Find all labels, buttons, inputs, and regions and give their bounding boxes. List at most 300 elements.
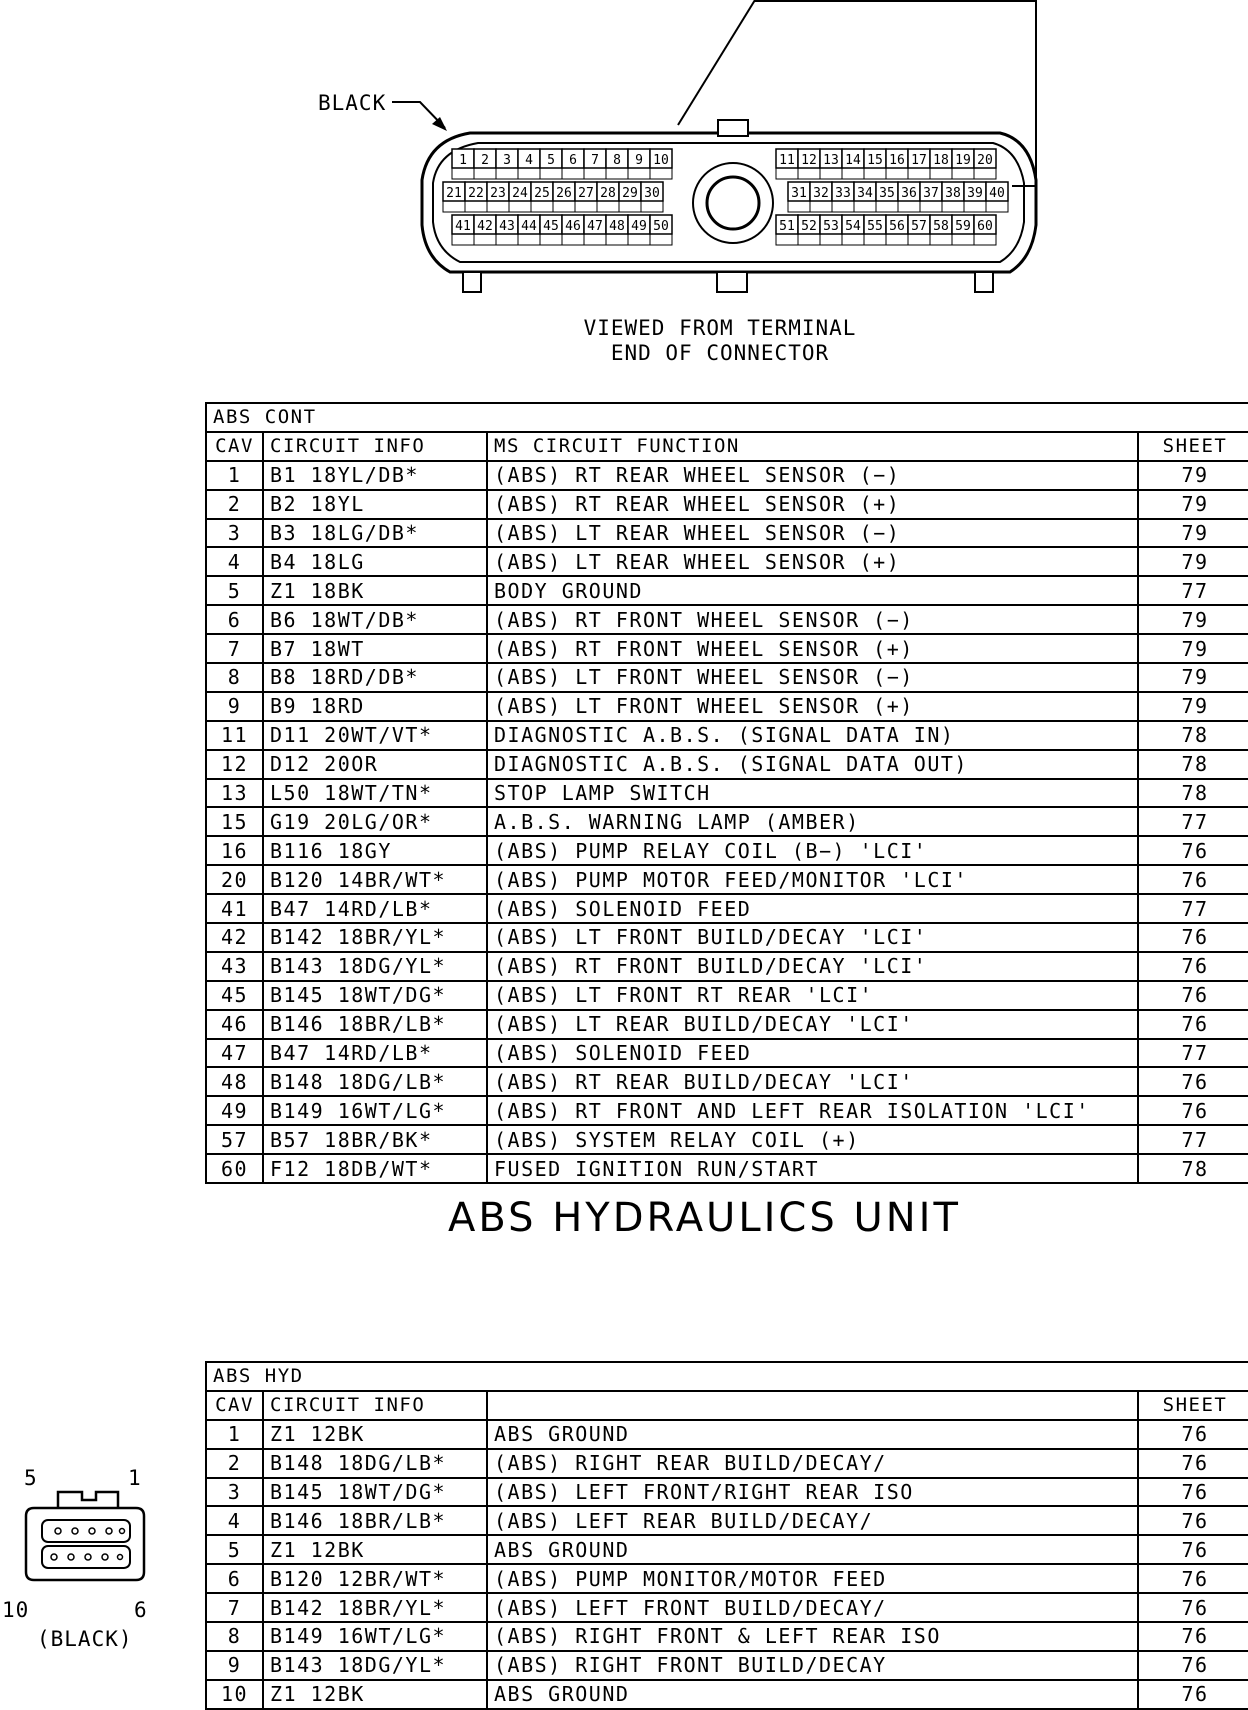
cav-cell: 11 bbox=[206, 721, 263, 750]
pin-cavity-lower bbox=[908, 168, 930, 179]
abs-hyd-pinout-table bbox=[205, 1361, 1248, 1710]
table-row bbox=[206, 1564, 1248, 1593]
connector-color-label: BLACK bbox=[318, 91, 387, 115]
function-cell: (ABS) SOLENOID FEED bbox=[487, 1039, 1138, 1068]
pin-number: 46 bbox=[565, 219, 581, 234]
pin-number: 13 bbox=[823, 153, 839, 168]
sheet-cell: 79 bbox=[1138, 634, 1248, 663]
pin-number: 14 bbox=[845, 153, 861, 168]
table-row bbox=[206, 547, 1248, 576]
pin-cavity-lower bbox=[974, 168, 996, 179]
circuit-cell: B146 18BR/LB* bbox=[263, 1010, 487, 1039]
pin-number: 8 bbox=[613, 153, 621, 168]
cav-cell: 13 bbox=[206, 779, 263, 808]
pin-cavity-lower bbox=[597, 201, 619, 212]
table-row bbox=[206, 1154, 1248, 1183]
table-row bbox=[206, 1039, 1248, 1068]
cav-cell: 1 bbox=[206, 1420, 263, 1449]
table-row bbox=[206, 894, 1248, 923]
cav-cell: 7 bbox=[206, 1593, 263, 1622]
function-cell: (ABS) LT REAR WHEEL SENSOR (+) bbox=[487, 547, 1138, 576]
cav-cell: 42 bbox=[206, 923, 263, 952]
cav-cell: 3 bbox=[206, 1478, 263, 1507]
pin-cavity-lower bbox=[606, 168, 628, 179]
pin-cavity-lower bbox=[474, 168, 496, 179]
col-header-function: MS CIRCUIT FUNCTION bbox=[487, 432, 1138, 461]
abs-hyd-connector-diagram bbox=[20, 1480, 155, 1600]
connector-key-tab bbox=[718, 120, 748, 136]
pin-cavity-lower bbox=[628, 168, 650, 179]
sheet-cell: 77 bbox=[1138, 1125, 1248, 1154]
table-row bbox=[206, 663, 1248, 692]
cav-cell: 8 bbox=[206, 1622, 263, 1651]
pin-number: 26 bbox=[556, 186, 572, 201]
latch-left bbox=[463, 272, 481, 292]
pin-number: 40 bbox=[989, 186, 1005, 201]
function-cell: (ABS) PUMP MONITOR/MOTOR FEED bbox=[487, 1564, 1138, 1593]
table-row bbox=[206, 605, 1248, 634]
pin-cavity-lower bbox=[820, 168, 842, 179]
pin-cavity-lower bbox=[810, 201, 832, 212]
pin-cavity-lower bbox=[628, 234, 650, 245]
function-cell: (ABS) RIGHT FRONT & LEFT REAR ISO bbox=[487, 1622, 1138, 1651]
col-header-cav: CAV bbox=[206, 1391, 263, 1420]
sheet-cell: 76 bbox=[1138, 1535, 1248, 1564]
pin-cavity-lower bbox=[920, 201, 942, 212]
pin-number: 5 bbox=[547, 153, 555, 168]
function-cell: (ABS) LT REAR WHEEL SENSOR (−) bbox=[487, 519, 1138, 548]
col-header-sheet: SHEET bbox=[1138, 1391, 1248, 1420]
pin-number: 17 bbox=[911, 153, 927, 168]
pin-cavity-lower bbox=[776, 168, 798, 179]
function-cell: (ABS) RIGHT FRONT BUILD/DECAY bbox=[487, 1651, 1138, 1680]
circuit-cell: Z1 12BK bbox=[263, 1680, 487, 1709]
sheet-cell: 78 bbox=[1138, 1154, 1248, 1183]
table-row bbox=[206, 1420, 1248, 1449]
pin-cavity-lower bbox=[641, 201, 663, 212]
table-row bbox=[206, 692, 1248, 721]
table-row bbox=[206, 952, 1248, 981]
function-cell: (ABS) LT REAR BUILD/DECAY 'LCI' bbox=[487, 1010, 1138, 1039]
cav-cell: 1 bbox=[206, 461, 263, 490]
pin-cavity-lower bbox=[864, 234, 886, 245]
function-cell: ABS GROUND bbox=[487, 1420, 1138, 1449]
pin-cavity-lower bbox=[650, 234, 672, 245]
pin-cavity-lower bbox=[452, 234, 474, 245]
circuit-cell: G19 20LG/OR* bbox=[263, 807, 487, 836]
pin-number: 36 bbox=[901, 186, 917, 201]
sheet-cell: 77 bbox=[1138, 807, 1248, 836]
leader-line bbox=[678, 0, 755, 125]
pin-cavity-lower bbox=[876, 201, 898, 212]
pin-number: 18 bbox=[933, 153, 949, 168]
sheet-cell: 77 bbox=[1138, 576, 1248, 605]
pin-number: 25 bbox=[534, 186, 550, 201]
function-cell: (ABS) RT REAR WHEEL SENSOR (−) bbox=[487, 461, 1138, 490]
pin-cavity-lower bbox=[509, 201, 531, 212]
center-bolt-inner bbox=[707, 177, 759, 229]
sheet-cell: 76 bbox=[1138, 1622, 1248, 1651]
table-row bbox=[206, 807, 1248, 836]
table-row bbox=[206, 1680, 1248, 1709]
sheet-cell: 79 bbox=[1138, 519, 1248, 548]
table-row bbox=[206, 836, 1248, 865]
sheet-cell: 78 bbox=[1138, 721, 1248, 750]
connector-name: ABS CONT bbox=[206, 403, 1248, 432]
pin-number: 60 bbox=[977, 219, 993, 234]
circuit-cell: D11 20WT/VT* bbox=[263, 721, 487, 750]
pin-cavity-lower bbox=[575, 201, 597, 212]
function-cell: STOP LAMP SWITCH bbox=[487, 779, 1138, 808]
pin-number: 42 bbox=[477, 219, 493, 234]
pin-number: 37 bbox=[923, 186, 939, 201]
table-row bbox=[206, 1096, 1248, 1125]
circuit-cell: B8 18RD/DB* bbox=[263, 663, 487, 692]
hyd-pin-label-5: 5 bbox=[24, 1466, 38, 1490]
cav-cell: 5 bbox=[206, 576, 263, 605]
pin-cavity-lower bbox=[886, 234, 908, 245]
table-row bbox=[206, 750, 1248, 779]
circuit-cell: B47 14RD/LB* bbox=[263, 1039, 487, 1068]
sheet-cell: 76 bbox=[1138, 923, 1248, 952]
pin-number: 52 bbox=[801, 219, 817, 234]
pin-cavity-lower bbox=[788, 201, 810, 212]
col-header-circuit: CIRCUIT INFO bbox=[263, 1391, 487, 1420]
pin-cavity-lower bbox=[964, 201, 986, 212]
circuit-cell: B6 18WT/DB* bbox=[263, 605, 487, 634]
pin-cavity-lower bbox=[854, 201, 876, 212]
table-row bbox=[206, 779, 1248, 808]
pin-number: 38 bbox=[945, 186, 961, 201]
pin-cavity-lower bbox=[553, 201, 575, 212]
circuit-cell: B120 12BR/WT* bbox=[263, 1564, 487, 1593]
sheet-cell: 76 bbox=[1138, 1564, 1248, 1593]
pin-cavity-lower bbox=[930, 168, 952, 179]
sheet-cell: 76 bbox=[1138, 1010, 1248, 1039]
circuit-cell: D12 20OR bbox=[263, 750, 487, 779]
col-header-function bbox=[487, 1391, 1138, 1420]
hyd-connector-latch bbox=[58, 1492, 118, 1508]
function-cell: (ABS) LT FRONT WHEEL SENSOR (−) bbox=[487, 663, 1138, 692]
pin-cavity-lower bbox=[864, 168, 886, 179]
cav-cell: 43 bbox=[206, 952, 263, 981]
pin-cavity-lower bbox=[540, 168, 562, 179]
circuit-cell: F12 18DB/WT* bbox=[263, 1154, 487, 1183]
pin-number: 27 bbox=[578, 186, 594, 201]
pin-number: 3 bbox=[503, 153, 511, 168]
pin-cavity-lower bbox=[974, 234, 996, 245]
sheet-cell: 76 bbox=[1138, 1420, 1248, 1449]
cav-cell: 3 bbox=[206, 519, 263, 548]
sheet-cell: 76 bbox=[1138, 1449, 1248, 1478]
circuit-cell: B146 18BR/LB* bbox=[263, 1506, 487, 1535]
pin-number: 29 bbox=[622, 186, 638, 201]
cav-cell: 5 bbox=[206, 1535, 263, 1564]
sheet-cell: 76 bbox=[1138, 1478, 1248, 1507]
sheet-cell: 79 bbox=[1138, 605, 1248, 634]
table-row bbox=[206, 576, 1248, 605]
table-row bbox=[206, 461, 1248, 490]
table-row bbox=[206, 1010, 1248, 1039]
table-row bbox=[206, 1506, 1248, 1535]
table-row bbox=[206, 1067, 1248, 1096]
function-cell: ABS GROUND bbox=[487, 1535, 1138, 1564]
pin-number: 23 bbox=[490, 186, 506, 201]
pin-cavity-lower bbox=[518, 234, 540, 245]
sheet-cell: 76 bbox=[1138, 1680, 1248, 1709]
pin-number: 2 bbox=[481, 153, 489, 168]
function-cell: (ABS) SOLENOID FEED bbox=[487, 894, 1138, 923]
center-bolt-outer bbox=[693, 163, 773, 243]
pin-number: 49 bbox=[631, 219, 647, 234]
cav-cell: 2 bbox=[206, 1449, 263, 1478]
cav-cell: 9 bbox=[206, 1651, 263, 1680]
function-cell: ABS GROUND bbox=[487, 1680, 1138, 1709]
pin-cavity-lower bbox=[842, 168, 864, 179]
circuit-cell: Z1 18BK bbox=[263, 576, 487, 605]
cav-cell: 6 bbox=[206, 605, 263, 634]
circuit-cell: B143 18DG/YL* bbox=[263, 952, 487, 981]
circuit-cell: B1 18YL/DB* bbox=[263, 461, 487, 490]
hyd-connector-body bbox=[26, 1508, 144, 1580]
cav-cell: 45 bbox=[206, 981, 263, 1010]
pin-number: 1 bbox=[459, 153, 467, 168]
sheet-cell: 76 bbox=[1138, 1651, 1248, 1680]
cav-cell: 7 bbox=[206, 634, 263, 663]
pin-number: 6 bbox=[569, 153, 577, 168]
table-row bbox=[206, 865, 1248, 894]
circuit-cell: B142 18BR/YL* bbox=[263, 1593, 487, 1622]
circuit-cell: B143 18DG/YL* bbox=[263, 1651, 487, 1680]
function-cell: (ABS) RT FRONT WHEEL SENSOR (+) bbox=[487, 634, 1138, 663]
sheet-cell: 79 bbox=[1138, 692, 1248, 721]
function-cell: (ABS) SYSTEM RELAY COIL (+) bbox=[487, 1125, 1138, 1154]
pin-cavity-lower bbox=[898, 201, 920, 212]
pin-number: 31 bbox=[791, 186, 807, 201]
hyd-pin-label-10: 10 bbox=[2, 1598, 30, 1622]
cav-cell: 57 bbox=[206, 1125, 263, 1154]
pin-number: 21 bbox=[446, 186, 462, 201]
cav-cell: 47 bbox=[206, 1039, 263, 1068]
function-cell: (ABS) RT REAR WHEEL SENSOR (+) bbox=[487, 490, 1138, 519]
circuit-cell: B47 14RD/LB* bbox=[263, 894, 487, 923]
pin-cavity-lower bbox=[952, 234, 974, 245]
cav-cell: 15 bbox=[206, 807, 263, 836]
pin-number: 47 bbox=[587, 219, 603, 234]
pin-cavity-lower bbox=[540, 234, 562, 245]
circuit-cell: B57 18BR/BK* bbox=[263, 1125, 487, 1154]
table-row bbox=[206, 1478, 1248, 1507]
circuit-cell: B142 18BR/YL* bbox=[263, 923, 487, 952]
sheet-cell: 76 bbox=[1138, 1067, 1248, 1096]
pin-number: 44 bbox=[521, 219, 537, 234]
pin-number: 41 bbox=[455, 219, 471, 234]
cav-cell: 60 bbox=[206, 1154, 263, 1183]
pin-cavity-lower bbox=[584, 234, 606, 245]
table-row bbox=[206, 490, 1248, 519]
latch-right bbox=[975, 272, 993, 292]
pin-number: 7 bbox=[591, 153, 599, 168]
cav-cell: 16 bbox=[206, 836, 263, 865]
table-row bbox=[206, 1449, 1248, 1478]
pin-cavity-lower bbox=[474, 234, 496, 245]
function-cell: (ABS) PUMP RELAY COIL (B−) 'LCI' bbox=[487, 836, 1138, 865]
pin-cavity-lower bbox=[986, 201, 1008, 212]
sheet-cell: 79 bbox=[1138, 547, 1248, 576]
cav-cell: 4 bbox=[206, 1506, 263, 1535]
pin-number: 24 bbox=[512, 186, 528, 201]
function-cell: FUSED IGNITION RUN/START bbox=[487, 1154, 1138, 1183]
cav-cell: 2 bbox=[206, 490, 263, 519]
col-header-cav: CAV bbox=[206, 432, 263, 461]
pin-number: 45 bbox=[543, 219, 559, 234]
pin-cavity-lower bbox=[798, 168, 820, 179]
table-row bbox=[206, 519, 1248, 548]
pin-cavity-lower bbox=[465, 201, 487, 212]
table-row bbox=[206, 721, 1248, 750]
col-header-sheet: SHEET bbox=[1138, 432, 1248, 461]
abs-cont-pinout-table bbox=[205, 402, 1248, 1184]
cav-cell: 41 bbox=[206, 894, 263, 923]
pin-cavity-lower bbox=[562, 234, 584, 245]
function-cell: (ABS) LT FRONT BUILD/DECAY 'LCI' bbox=[487, 923, 1138, 952]
pin-number: 39 bbox=[967, 186, 983, 201]
sheet-cell: 76 bbox=[1138, 952, 1248, 981]
pin-cavity-lower bbox=[798, 234, 820, 245]
circuit-cell: B148 18DG/LB* bbox=[263, 1449, 487, 1478]
cav-cell: 49 bbox=[206, 1096, 263, 1125]
pin-cavity-lower bbox=[496, 234, 518, 245]
pin-number: 4 bbox=[525, 153, 533, 168]
function-cell: (ABS) LT FRONT RT REAR 'LCI' bbox=[487, 981, 1138, 1010]
pin-number: 58 bbox=[933, 219, 949, 234]
pin-cavity-lower bbox=[606, 234, 628, 245]
pin-cavity-lower bbox=[832, 201, 854, 212]
pin-cavity-lower bbox=[562, 168, 584, 179]
circuit-cell: B120 14BR/WT* bbox=[263, 865, 487, 894]
function-cell: (ABS) LT FRONT WHEEL SENSOR (+) bbox=[487, 692, 1138, 721]
pin-cavity-lower bbox=[531, 201, 553, 212]
latch-center bbox=[717, 272, 747, 292]
function-cell: (ABS) RT FRONT WHEEL SENSOR (−) bbox=[487, 605, 1138, 634]
cav-cell: 9 bbox=[206, 692, 263, 721]
pin-number: 12 bbox=[801, 153, 817, 168]
circuit-cell: B145 18WT/DG* bbox=[263, 1478, 487, 1507]
hyd-pin-label-6: 6 bbox=[134, 1598, 148, 1622]
pin-cavity-lower bbox=[487, 201, 509, 212]
pin-number: 53 bbox=[823, 219, 839, 234]
function-cell: BODY GROUND bbox=[487, 576, 1138, 605]
cav-cell: 6 bbox=[206, 1564, 263, 1593]
circuit-cell: B145 18WT/DG* bbox=[263, 981, 487, 1010]
circuit-cell: Z1 12BK bbox=[263, 1535, 487, 1564]
arrow-head bbox=[432, 117, 447, 131]
pin-cavity-lower bbox=[650, 168, 672, 179]
hyd-connector-color-label: (BLACK) bbox=[37, 1627, 133, 1651]
table-row bbox=[206, 1535, 1248, 1564]
hyd-pin-label-1: 1 bbox=[128, 1466, 142, 1490]
table-row bbox=[206, 981, 1248, 1010]
table-row bbox=[206, 634, 1248, 663]
function-cell: DIAGNOSTIC A.B.S. (SIGNAL DATA IN) bbox=[487, 721, 1138, 750]
pin-number: 28 bbox=[600, 186, 616, 201]
sheet-cell: 76 bbox=[1138, 836, 1248, 865]
sheet-cell: 77 bbox=[1138, 1039, 1248, 1068]
section-title: ABS HYDRAULICS UNIT bbox=[448, 1195, 961, 1241]
circuit-cell: B149 16WT/LG* bbox=[263, 1622, 487, 1651]
circuit-cell: B2 18YL bbox=[263, 490, 487, 519]
pin-number: 57 bbox=[911, 219, 927, 234]
pin-cavity-lower bbox=[443, 201, 465, 212]
cav-cell: 12 bbox=[206, 750, 263, 779]
circuit-cell: Z1 12BK bbox=[263, 1420, 487, 1449]
cav-cell: 10 bbox=[206, 1680, 263, 1709]
cav-cell: 4 bbox=[206, 547, 263, 576]
sheet-cell: 77 bbox=[1138, 894, 1248, 923]
pin-number: 35 bbox=[879, 186, 895, 201]
pin-cavity-lower bbox=[496, 168, 518, 179]
pin-number: 50 bbox=[653, 219, 669, 234]
pin-cavity-lower bbox=[908, 234, 930, 245]
sheet-cell: 76 bbox=[1138, 1096, 1248, 1125]
pin-cavity-lower bbox=[619, 201, 641, 212]
pin-number: 9 bbox=[635, 153, 643, 168]
pin-cavity-lower bbox=[942, 201, 964, 212]
circuit-cell: B3 18LG/DB* bbox=[263, 519, 487, 548]
table-row bbox=[206, 923, 1248, 952]
pin-number: 15 bbox=[867, 153, 883, 168]
function-cell: (ABS) LEFT FRONT/RIGHT REAR ISO bbox=[487, 1478, 1138, 1507]
pin-number: 16 bbox=[889, 153, 905, 168]
pin-cavity-lower bbox=[842, 234, 864, 245]
function-cell: (ABS) RT FRONT AND LEFT REAR ISOLATION 'LCI' bbox=[487, 1096, 1138, 1125]
pin-number: 10 bbox=[653, 153, 669, 168]
sheet-cell: 78 bbox=[1138, 750, 1248, 779]
table-row bbox=[206, 1622, 1248, 1651]
pin-number: 43 bbox=[499, 219, 515, 234]
sheet-cell: 76 bbox=[1138, 865, 1248, 894]
col-header-circuit: CIRCUIT INFO bbox=[263, 432, 487, 461]
cav-cell: 8 bbox=[206, 663, 263, 692]
circuit-cell: L50 18WT/TN* bbox=[263, 779, 487, 808]
pin-number: 56 bbox=[889, 219, 905, 234]
function-cell: (ABS) RIGHT REAR BUILD/DECAY/ bbox=[487, 1449, 1138, 1478]
pin-number: 55 bbox=[867, 219, 883, 234]
circuit-cell: B148 18DG/LB* bbox=[263, 1067, 487, 1096]
table-row bbox=[206, 1125, 1248, 1154]
sheet-cell: 76 bbox=[1138, 981, 1248, 1010]
pin-number: 51 bbox=[779, 219, 795, 234]
view-note-line2: END OF CONNECTOR bbox=[610, 341, 830, 365]
sheet-cell: 79 bbox=[1138, 490, 1248, 519]
view-note-line1: VIEWED FROM TERMINAL bbox=[583, 316, 857, 340]
pin-number: 33 bbox=[835, 186, 851, 201]
pin-number: 19 bbox=[955, 153, 971, 168]
cav-cell: 20 bbox=[206, 865, 263, 894]
pin-cavity-lower bbox=[820, 234, 842, 245]
table-row bbox=[206, 1593, 1248, 1622]
circuit-cell: B116 18GY bbox=[263, 836, 487, 865]
function-cell: (ABS) LEFT REAR BUILD/DECAY/ bbox=[487, 1506, 1138, 1535]
connector-name: ABS HYD bbox=[206, 1362, 1248, 1391]
cav-cell: 48 bbox=[206, 1067, 263, 1096]
pin-number: 20 bbox=[977, 153, 993, 168]
table-row bbox=[206, 1651, 1248, 1680]
pin-number: 22 bbox=[468, 186, 484, 201]
pin-cavity-lower bbox=[518, 168, 540, 179]
sheet-cell: 79 bbox=[1138, 461, 1248, 490]
sheet-cell: 78 bbox=[1138, 779, 1248, 808]
